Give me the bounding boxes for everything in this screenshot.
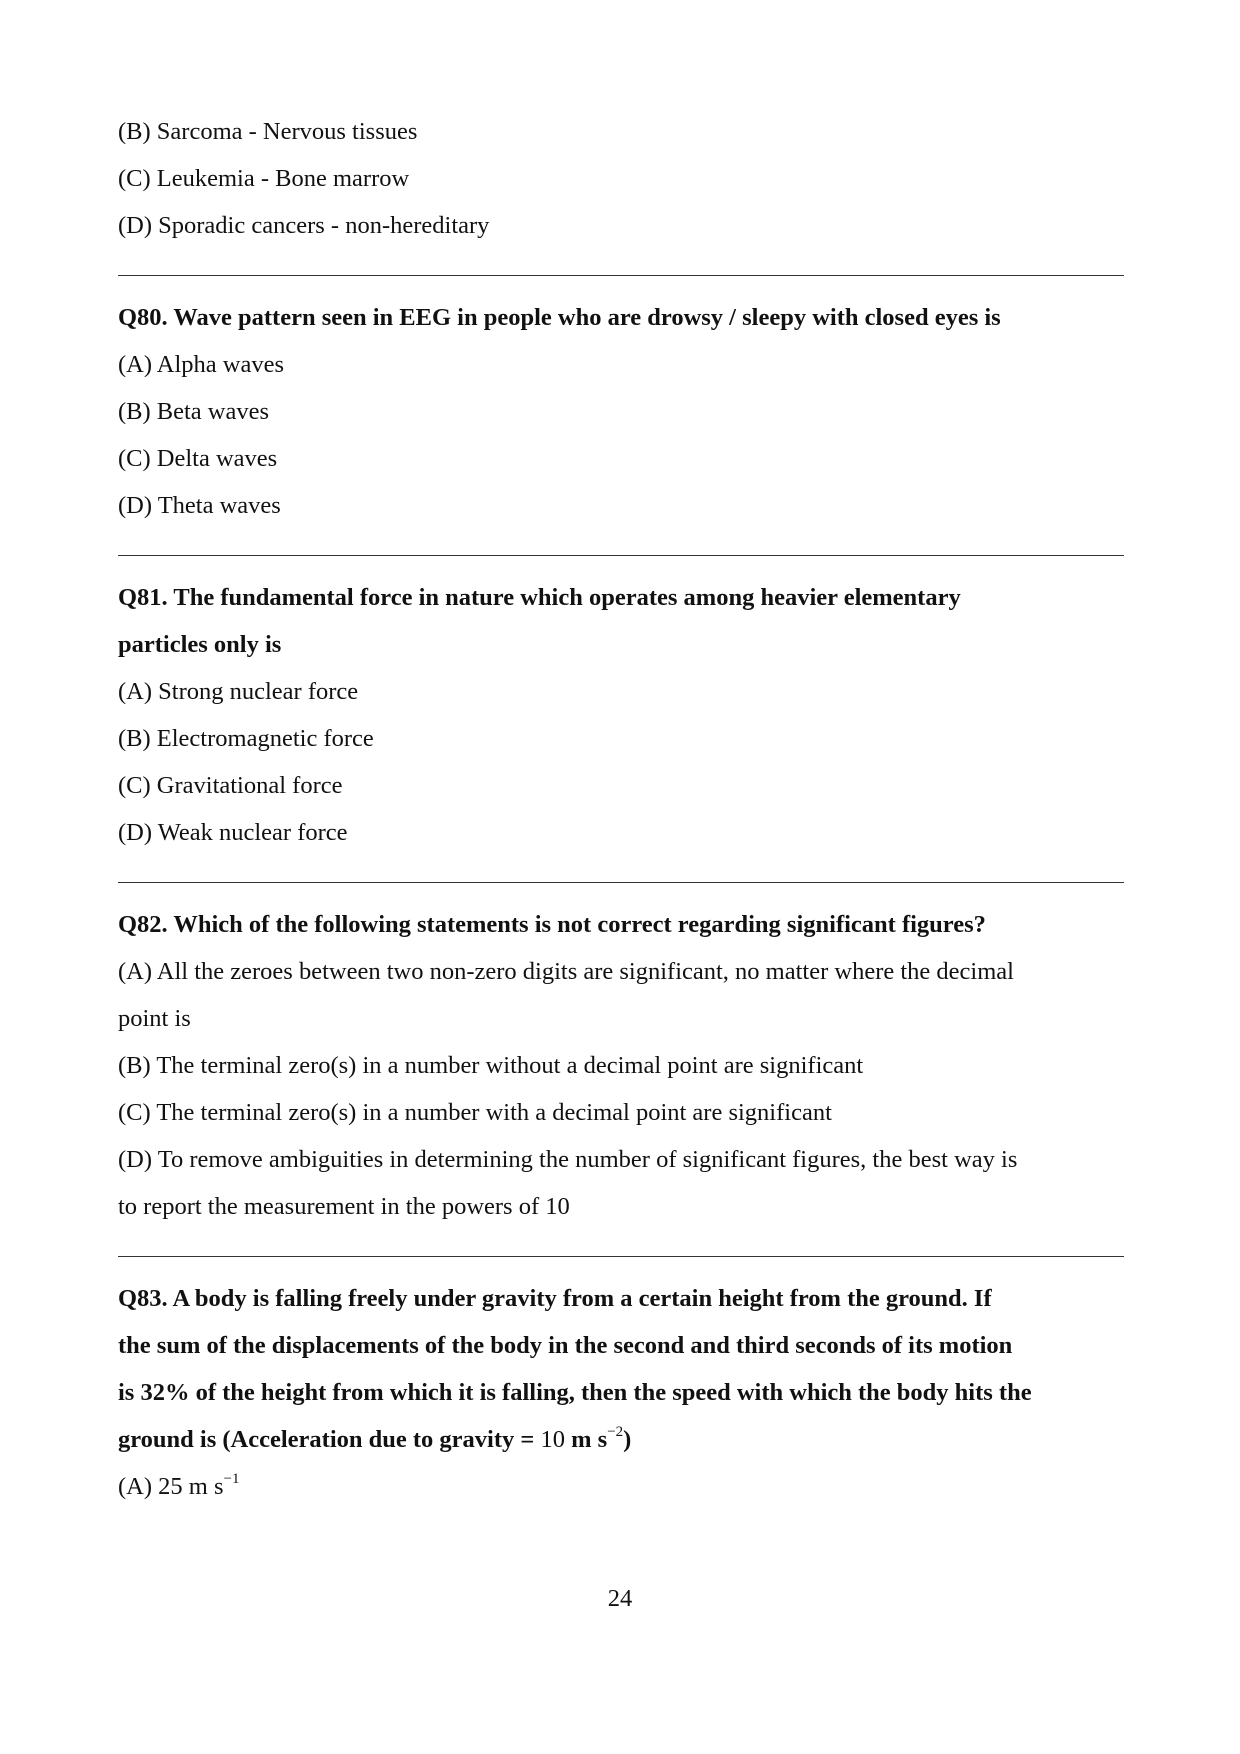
q79-option-d: (D) Sporadic cancers - non-hereditary bbox=[118, 212, 490, 239]
q83-gravity-exponent: −2 bbox=[607, 1423, 624, 1440]
q81-title-line-2: particles only is bbox=[118, 631, 282, 658]
q82-option-d-line-1: (D) To remove ambiguities in determining the number of significant figures, the best way is bbox=[118, 1146, 1018, 1173]
q79-option-c: (C) Leukemia - Bone marrow bbox=[118, 165, 410, 192]
q81-option-b: (B) Electromagnetic force bbox=[118, 725, 374, 752]
question-81 bbox=[118, 574, 1124, 856]
q80-title: Q80. Wave pattern seen in EEG in people who are drowsy / sleepy with closed eyes is bbox=[118, 304, 1001, 331]
q82-option-b: (B) The terminal zero(s) in a number without a decimal point are significant bbox=[118, 1052, 864, 1079]
q79-options bbox=[118, 108, 1124, 249]
q83-title-line-4-suffix: ) bbox=[623, 1426, 632, 1453]
q83-option-a-prefix: (A) bbox=[118, 1473, 159, 1500]
q83-title-line-4 bbox=[118, 1416, 1124, 1463]
q81-title-line-1: Q81. The fundamental force in nature which operates among heavier elementary bbox=[118, 584, 961, 611]
q82-option-a-line-1: (A) All the zeroes between two non-zero digits are significant, no matter where the decimal bbox=[118, 958, 1014, 985]
q83-gravity-value: 10 bbox=[540, 1426, 565, 1453]
question-page bbox=[118, 108, 1124, 1510]
q82-option-c: (C) The terminal zero(s) in a number with a decimal point are significant bbox=[118, 1099, 832, 1126]
q83-option-a-value: 25 m s bbox=[158, 1473, 224, 1500]
q81-option-d: (D) Weak nuclear force bbox=[118, 819, 348, 846]
q81-option-a: (A) Strong nuclear force bbox=[118, 678, 359, 705]
q82-option-d-line-2: to report the measurement in the powers of 10 bbox=[118, 1193, 570, 1220]
q81-option-c: (C) Gravitational force bbox=[118, 772, 343, 799]
q83-title-line-3: is 32% of the height from which it is falling, then the speed with which the body hits the bbox=[118, 1379, 1032, 1406]
question-83 bbox=[118, 1275, 1124, 1510]
q83-option-a bbox=[118, 1463, 1124, 1510]
q80-option-b: (B) Beta waves bbox=[118, 398, 270, 425]
q80-option-a: (A) Alpha waves bbox=[118, 351, 285, 378]
q83-title-line-1: Q83. A body is falling freely under gravity from a certain height from the ground. If bbox=[118, 1285, 992, 1312]
q80-option-c: (C) Delta waves bbox=[118, 445, 278, 472]
q80-option-d: (D) Theta waves bbox=[118, 492, 281, 519]
page-number: 24 bbox=[607, 1585, 633, 1612]
q83-title-line-2: the sum of the displacements of the body in the second and third seconds of its motion bbox=[118, 1332, 1013, 1359]
q82-title: Q82. Which of the following statements is not correct regarding significant figures? bbox=[118, 911, 986, 938]
question-82 bbox=[118, 901, 1124, 1230]
q83-option-a-exponent: −1 bbox=[223, 1470, 240, 1487]
q79-option-b: (B) Sarcoma - Nervous tissues bbox=[118, 118, 418, 145]
q82-option-a-line-2: point is bbox=[118, 1005, 191, 1032]
question-80 bbox=[118, 294, 1124, 529]
q83-title-line-4-prefix: ground is (Acceleration due to gravity = bbox=[118, 1426, 541, 1453]
q83-gravity-unit: m s bbox=[564, 1426, 608, 1453]
